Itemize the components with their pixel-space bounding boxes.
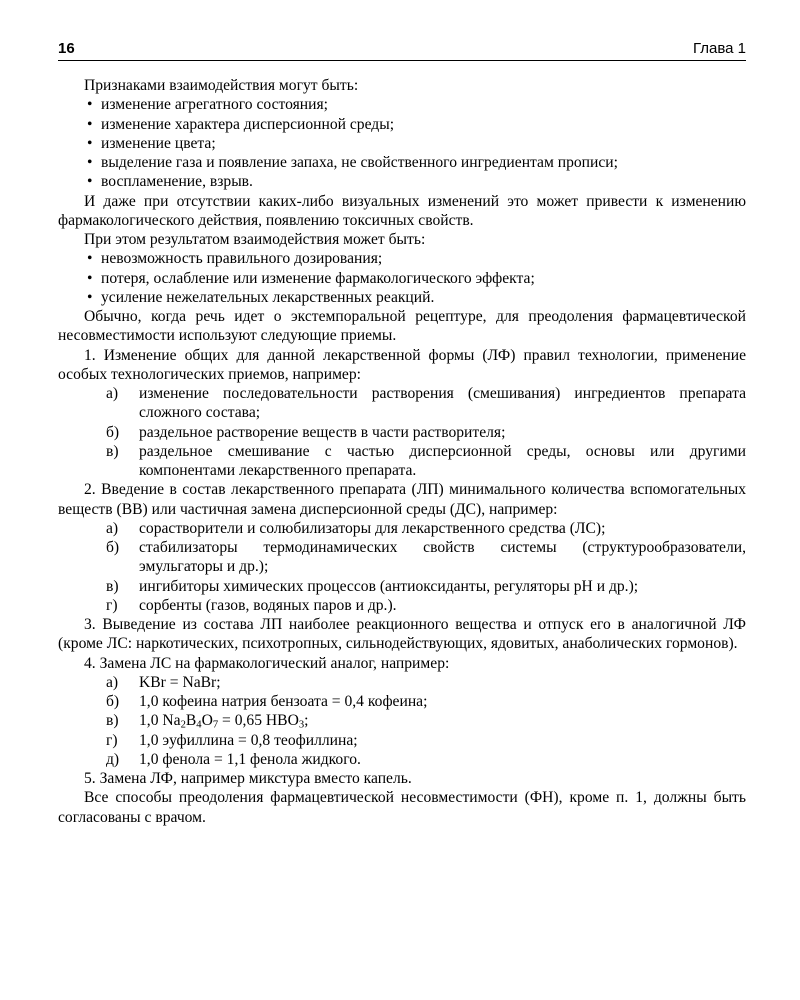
item-letter: в) bbox=[106, 712, 119, 730]
method-1-item bbox=[58, 423, 746, 442]
formula-text: B bbox=[185, 712, 197, 730]
item-text: изменение последовательности растворения (смешивания) ингредиентов препарата сложного состава; bbox=[139, 385, 746, 422]
method-2-item bbox=[58, 577, 746, 596]
item-letter: б) bbox=[106, 693, 120, 710]
method-1-item bbox=[58, 384, 746, 423]
no-changes-paragraph: И даже при отсутствии каких-либо визуальных изменений это может привести к изменению фармакологического действия, появлению токсичных свойств. bbox=[58, 192, 746, 229]
item-letter: г) bbox=[106, 731, 118, 749]
formula-text: ; bbox=[304, 712, 309, 730]
subscript: 7 bbox=[212, 719, 219, 731]
result-item: • невозможность правильного дозирования; bbox=[58, 249, 746, 268]
subscript: 3 bbox=[298, 719, 305, 731]
item-text: стабилизаторы термодинамических свойств системы (структурообразователи, эмульгаторы и др.); bbox=[139, 539, 746, 576]
method-1: 1. Изменение общих для данной лекарственной формы (ЛФ) правил технологии, применение особых технологических приемов, например: bbox=[58, 346, 746, 383]
item-letter: д) bbox=[106, 750, 120, 768]
method-4: 4. Замена ЛС на фармакологический аналог, например: bbox=[84, 654, 450, 672]
result-item: • усиление нежелательных лекарственных реакций. bbox=[58, 288, 746, 307]
item-text: раздельное растворение веществ в части растворителя; bbox=[139, 423, 506, 441]
sign-item: • изменение характера дисперсионной среды; bbox=[58, 115, 746, 134]
method-2-item bbox=[58, 538, 746, 577]
results-intro: При этом результатом взаимодействия может быть: bbox=[84, 231, 426, 248]
item-letter: а) bbox=[106, 673, 119, 691]
item-text: KBr = NaBr; bbox=[139, 673, 221, 691]
formula-text: O bbox=[201, 712, 213, 730]
sign-item: • изменение агрегатного состояния; bbox=[58, 95, 746, 114]
item-text: ингибиторы химических процессов (антиоксиданты, регуляторы pH и др.); bbox=[139, 577, 639, 595]
item-text: 1,0 кофеина натрия бензоата = 0,4 кофеина; bbox=[139, 693, 428, 710]
item-letter: в) bbox=[106, 577, 119, 595]
result-item: • потеря, ослабление или изменение фармакологического эффекта; bbox=[58, 269, 746, 288]
method-1-item bbox=[58, 442, 746, 481]
method-2-item bbox=[58, 519, 746, 538]
item-text: 1,0 фенола = 1,1 фенола жидкого. bbox=[139, 750, 361, 768]
method-5: 5. Замена ЛФ, например микстура вместо капель. bbox=[84, 770, 412, 787]
method-4-item bbox=[58, 692, 746, 711]
method-4-item bbox=[58, 750, 746, 769]
item-letter: в) bbox=[106, 442, 119, 460]
sign-item: • изменение цвета; bbox=[58, 134, 746, 153]
sign-item: • воспламенение, взрыв. bbox=[58, 172, 746, 191]
page-body bbox=[58, 76, 746, 827]
page-number: 16 bbox=[58, 40, 75, 57]
method-2: 2. Введение в состав лекарственного препарата (ЛП) минимального количества вспомогательных веществ (ВВ) или частичная замена дисперсионной среды (ДС), например: bbox=[58, 481, 746, 518]
method-2-item bbox=[58, 596, 746, 615]
method-4-item bbox=[58, 731, 746, 750]
signs-intro: Признаками взаимодействия могут быть: bbox=[84, 77, 359, 94]
item-text: сорастворители и солюбилизаторы для лекарственного средства (ЛС); bbox=[139, 519, 606, 537]
subscript: 2 bbox=[180, 719, 186, 731]
method-3: 3. Выведение из состава ЛП наиболее реакционного вещества и отпуск его в аналогичной ЛФ (кроме ЛС: наркотических, психотропных, сильнодействующих, ядовитых, анаболических гормонов). bbox=[58, 616, 746, 653]
subscript: 4 bbox=[196, 719, 202, 731]
item-letter: а) bbox=[106, 519, 119, 537]
item-letter: б) bbox=[106, 423, 120, 441]
item-letter: г) bbox=[106, 596, 118, 614]
item-text: раздельное смешивание с частью дисперсионной среды, основы или другими компонентами лекарственного препарата. bbox=[139, 442, 746, 479]
running-header bbox=[58, 40, 746, 61]
method-4-item bbox=[58, 673, 746, 692]
formula-text: 1,0 Na bbox=[139, 712, 181, 730]
sign-item: • выделение газа и появление запаха, не свойственного ингредиентам прописи; bbox=[58, 153, 746, 172]
item-text: 1,0 эуфиллина = 0,8 теофиллина; bbox=[139, 731, 358, 749]
formula-text: = 0,65 HBO bbox=[218, 712, 299, 730]
item-text: сорбенты (газов, водяных паров и др.). bbox=[139, 596, 397, 614]
methods-intro: Обычно, когда речь идет о экстемпоральной рецептуре, для преодоления фармацевтической несовместимости используют следующие приемы. bbox=[58, 308, 746, 345]
conclusion: Все способы преодоления фармацевтической несовместимости (ФН), кроме п. 1, должны быть согласованы с врачом. bbox=[58, 789, 746, 826]
chapter-title: Глава 1 bbox=[692, 40, 746, 57]
item-letter: б) bbox=[106, 539, 120, 556]
item-letter: а) bbox=[106, 385, 119, 402]
method-4-item-formula bbox=[58, 711, 746, 730]
